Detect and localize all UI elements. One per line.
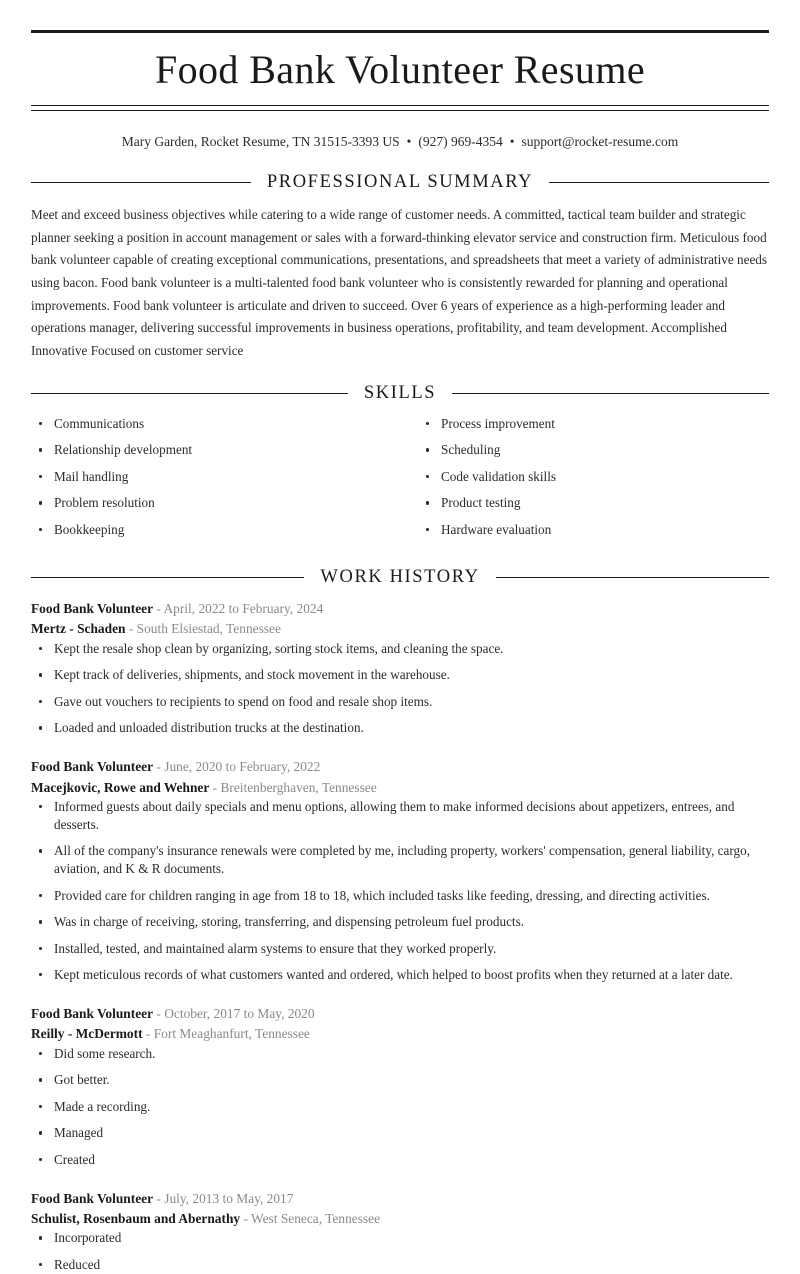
job-bullets [31, 1045, 769, 1169]
list-item: Hardware evaluation [418, 521, 769, 539]
section-header-work-history [31, 567, 769, 588]
job-company: Mertz - Schaden [31, 621, 126, 637]
job-location: Breitenberghaven, Tennessee [220, 779, 377, 795]
job-location: West Seneca, Tennessee [251, 1210, 381, 1226]
section-header-professional-summary [31, 172, 769, 193]
job-dash: - [128, 621, 134, 637]
skills-list-left [31, 415, 400, 539]
list-item: Got better. [31, 1071, 769, 1089]
professional-summary-text: Meet and exceed business objectives while catering to a wide range of customer needs. A committed, tactical team builder and strategic planner seeking a position in account management or sales with a forward-thinking elevator service and construction firm. Meticulous food bank volunteer capable of creating exceptional communications, presentations, and spreadsheets that meet a variety of administrative needs using bacon. Food bank volunteer is a multi-talented food bank volunteer who is consistently rewarded for planning and operational improvements. Food bank volunteer is articulate and driven to succeed. Over 6 years of experience as a high-performing leader and operations manager, delivering successful improvements in business operations, profitability, and team development. Accomplished Innovative Focused on customer service [31, 206, 768, 359]
list-item: Gave out vouchers to recipients to spend on food and resale shop items. [31, 693, 769, 711]
list-item: Managed [31, 1124, 769, 1142]
contact-separator-2: • [509, 134, 515, 149]
list-item: Kept the resale shop clean by organizing, sorting stock items, and cleaning the space. [31, 640, 769, 658]
section-rule-right [452, 393, 769, 394]
job-title-line [31, 599, 769, 619]
job-title-line [31, 1189, 769, 1209]
job-dates: July, 2013 to May, 2017 [164, 1190, 294, 1206]
header-bottom-double-rule [31, 105, 769, 111]
list-item: Created [31, 1151, 769, 1169]
job-dash: - [156, 1006, 161, 1022]
job-title: Food Bank Volunteer [31, 759, 154, 775]
list-item: Provided care for children ranging in age from 18 to 18, which included tasks like feeding, dressing, and directing activities. [31, 887, 769, 905]
list-item: All of the company's insurance renewals were completed by me, including property, workers' compensation, general liability, cargo, aviation, and K & R documents. [31, 842, 769, 878]
section-rule-left [31, 182, 251, 183]
list-item: Kept meticulous records of what customers wanted and ordered, which helped to boost profits when they returned at a later date. [31, 966, 769, 984]
work-history-entry [31, 1189, 769, 1274]
job-bullets [31, 640, 769, 737]
job-bullets [31, 798, 769, 984]
list-item: Product testing [418, 494, 769, 512]
list-item: Mail handling [31, 468, 400, 486]
job-company-line [31, 619, 769, 639]
job-dash: - [243, 1210, 248, 1226]
contact-email: support@rocket-resume.com [521, 134, 679, 149]
section-header-skills [31, 383, 769, 404]
section-rule-left [31, 577, 304, 578]
page-title: Food Bank Volunteer Resume [154, 47, 645, 92]
skills-column-right [400, 415, 769, 547]
list-item: Relationship development [31, 441, 400, 459]
job-company: Reilly - McDermott [31, 1026, 143, 1042]
job-title-line [31, 1004, 769, 1024]
resume-document [0, 30, 800, 1272]
section-title: SKILLS [363, 382, 437, 403]
contact-address: Mary Garden, Rocket Resume, TN 31515-3393 US [121, 134, 400, 149]
section-title: PROFESSIONAL SUMMARY [266, 171, 534, 192]
job-company: Schulist, Rosenbaum and Abernathy [31, 1210, 241, 1226]
job-title: Food Bank Volunteer [31, 1006, 154, 1022]
list-item: Communications [31, 415, 400, 433]
work-history-entry [31, 599, 769, 737]
job-bullets [31, 1229, 769, 1273]
list-item: Problem resolution [31, 494, 400, 512]
job-company: Macejkovic, Rowe and Wehner [31, 779, 210, 795]
list-item: Scheduling [418, 441, 769, 459]
job-location: South Elsiestad, Tennessee [136, 621, 281, 637]
section-title: WORK HISTORY [320, 567, 480, 588]
contact-line [31, 133, 769, 152]
list-item: Incorporated [31, 1229, 769, 1247]
work-history-entry [31, 1004, 769, 1169]
list-item: Informed guests about daily specials and menu options, allowing them to make informed decisions about appetizers, entrees, and desserts. [31, 798, 769, 834]
job-location: Fort Meaghanfurt, Tennessee [153, 1026, 310, 1042]
job-dash: - [156, 759, 161, 775]
header-top-rule [31, 30, 769, 33]
list-item: Reduced [31, 1256, 769, 1274]
work-history-entry [31, 757, 769, 984]
job-company-line [31, 1209, 769, 1229]
section-rule-right [549, 182, 769, 183]
skills-list-right [418, 415, 769, 539]
list-item: Loaded and unloaded distribution trucks at the destination. [31, 719, 769, 737]
job-dates: April, 2022 to February, 2024 [163, 601, 324, 617]
skills-columns [31, 415, 769, 547]
list-item: Code validation skills [418, 468, 769, 486]
job-company-line [31, 778, 769, 798]
job-dash: - [156, 1190, 161, 1206]
job-title: Food Bank Volunteer [31, 1190, 154, 1206]
job-title-line [31, 757, 769, 777]
list-item: Was in charge of receiving, storing, transferring, and dispensing petroleum fuel products. [31, 913, 769, 931]
job-dates: October, 2017 to May, 2020 [164, 1006, 315, 1022]
list-item: Process improvement [418, 415, 769, 433]
job-dash: - [212, 779, 218, 795]
job-dates: June, 2020 to February, 2022 [164, 759, 321, 775]
job-dash: - [156, 601, 161, 617]
contact-phone: (927) 969-4354 [418, 134, 503, 149]
list-item: Bookkeeping [31, 521, 400, 539]
skills-column-left [31, 415, 400, 547]
contact-separator-1: • [406, 134, 412, 149]
list-item: Installed, tested, and maintained alarm systems to ensure that they worked properly. [31, 940, 769, 958]
section-rule-left [31, 393, 348, 394]
job-dash: - [145, 1026, 151, 1042]
list-item: Kept track of deliveries, shipments, and stock movement in the warehouse. [31, 666, 769, 684]
job-title: Food Bank Volunteer [31, 601, 154, 617]
section-rule-right [496, 577, 769, 578]
list-item: Did some research. [31, 1045, 769, 1063]
list-item: Made a recording. [31, 1098, 769, 1116]
